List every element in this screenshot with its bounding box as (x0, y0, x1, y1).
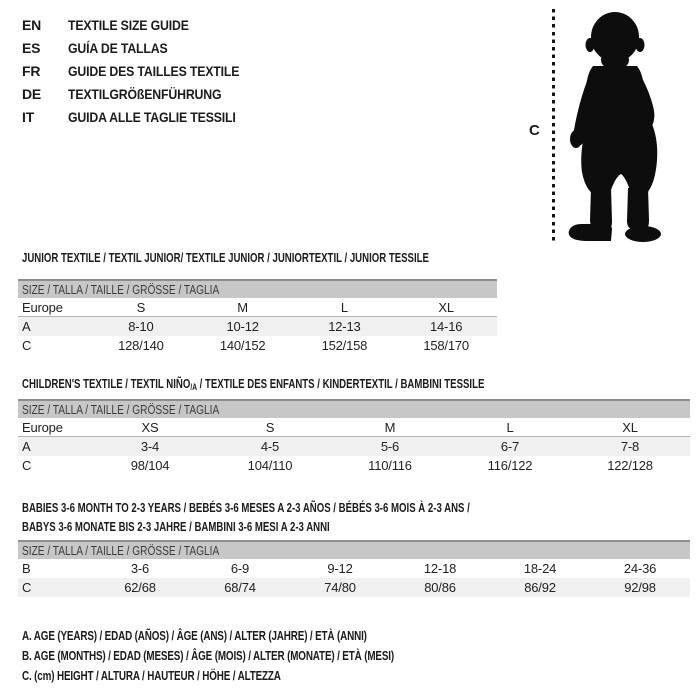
value-cell: 140/152 (219, 338, 266, 353)
table-row-europe (18, 418, 690, 437)
children-section-title (22, 374, 484, 397)
children-title-pre: CHILDREN'S TEXTILE / TEXTIL NIÑO (22, 376, 191, 391)
value-cell: 14-16 (430, 319, 463, 334)
size-cell: 24-36 (623, 561, 657, 576)
junior-size-table (18, 279, 497, 355)
table-row-age (18, 437, 690, 456)
value-cell: 122/128 (607, 458, 653, 473)
table-row-months (18, 559, 690, 578)
junior-section-title (22, 248, 429, 267)
row-label: C (22, 580, 32, 595)
language-row-es (22, 36, 263, 59)
size-cell: S (265, 419, 275, 435)
size-cell: M (384, 419, 396, 435)
value-cell: 98/104 (130, 458, 170, 473)
language-code: EN (22, 16, 42, 33)
size-cell: XL (622, 419, 638, 435)
babies-section-title (22, 498, 470, 536)
language-title: GUIDA ALLE TAGLIE TESSILI (68, 108, 236, 125)
size-cell: L (506, 419, 514, 435)
size-cell: 9-12 (327, 561, 353, 576)
size-cell: L (340, 299, 348, 315)
value-cell: 158/170 (423, 338, 469, 353)
height-measure-label: C (529, 122, 540, 139)
size-cell: S (136, 299, 146, 315)
value-cell: 4-5 (260, 439, 280, 454)
babies-title-line2: BABYS 3-6 MONATE BIS 2-3 JAHRE / BAMBINI 3-6 MESI A 2-3 ANNI (22, 519, 330, 534)
value-cell: 3-4 (140, 439, 160, 454)
babies-size-table (18, 540, 690, 597)
row-label: A (22, 439, 31, 454)
value-cell: 5-6 (380, 439, 400, 454)
size-cell: 6-9 (230, 561, 250, 576)
size-cell: XL (438, 299, 454, 315)
value-cell: 152/158 (321, 338, 368, 353)
language-row-fr (22, 59, 263, 82)
legend-line-b: B. AGE (MONTHS) / EDAD (MESES) / ÂGE (MOIS) / ALTER (MONATE) / ETÀ (MESI) (22, 648, 395, 663)
size-cell: 18-24 (523, 561, 557, 576)
size-header-text: SIZE / TALLA / TAILLE / GRÖSSE / TAGLIA (22, 543, 220, 558)
height-measure-dashed-line (552, 9, 555, 243)
value-cell: 10-12 (226, 319, 259, 334)
children-title-post: / TEXTILE DES ENFANTS / KINDERTEXTIL / BAMBINI TESSILE (196, 376, 485, 391)
language-row-en (22, 13, 263, 36)
junior-section-title-text: JUNIOR TEXTILE / TEXTIL JUNIOR/ TEXTILE JUNIOR / JUNIORTEXTIL / JUNIOR TESSILE (22, 250, 429, 265)
language-code: IT (22, 108, 35, 125)
babies-title-line1: BABIES 3-6 MONTH TO 2-3 YEARS / BEBÉS 3-6 MESES A 2-3 AÑOS / BÉBÉS 3-6 MOIS À 2-3 ANS / (22, 500, 470, 515)
value-cell: 6-7 (500, 439, 520, 454)
children-title-sub: /A (190, 382, 197, 392)
size-cell: XS (141, 419, 159, 435)
size-header-bar (18, 399, 690, 418)
size-header-bar (18, 279, 497, 298)
table-row-age (18, 317, 497, 336)
value-cell: 8-10 (128, 319, 154, 334)
size-cell: 3-6 (130, 561, 150, 576)
size-cell: M (237, 299, 248, 315)
language-code: FR (22, 62, 41, 79)
value-cell: 62/68 (124, 580, 156, 595)
row-label: B (22, 561, 31, 576)
row-label: C (22, 458, 32, 473)
toddler-silhouette-icon (565, 10, 665, 243)
language-code: ES (22, 39, 41, 56)
value-cell: 80/86 (424, 580, 456, 595)
row-label: Europe (22, 419, 63, 435)
legend-line-c: C. (cm) HEIGHT / ALTURA / HAUTEUR / HÖHE / ALTEZZA (22, 668, 281, 683)
row-label: A (22, 319, 31, 334)
table-row-height (18, 336, 497, 355)
value-cell: 128/140 (118, 338, 164, 353)
language-title: TEXTILGRÖßENFÜHRUNG (68, 85, 222, 102)
table-row-height (18, 578, 690, 597)
language-title: GUIDE DES TAILLES TEXTILE (68, 62, 240, 79)
table-row-height (18, 456, 690, 475)
legend-line-a: A. AGE (YEARS) / EDAD (AÑOS) / ÂGE (ANS) / ALTER (JAHRE) / ETÀ (ANNI) (22, 628, 367, 643)
table-row-europe (18, 298, 497, 317)
value-cell: 74/80 (324, 580, 356, 595)
language-title-list (22, 13, 263, 128)
language-title: GUÍA DE TALLAS (68, 39, 168, 56)
value-cell: 68/74 (224, 580, 256, 595)
value-cell: 110/116 (368, 458, 412, 473)
value-cell: 92/98 (624, 580, 656, 595)
language-title: TEXTILE SIZE GUIDE (68, 16, 189, 33)
size-header-text: SIZE / TALLA / TAILLE / GRÖSSE / TAGLIA (22, 402, 220, 417)
size-cell: 12-18 (423, 561, 457, 576)
size-header-bar (18, 540, 690, 559)
value-cell: 12-13 (328, 319, 361, 334)
row-label: Europe (22, 299, 63, 315)
value-cell: 104/110 (247, 458, 293, 473)
value-cell: 86/92 (524, 580, 556, 595)
value-cell: 116/122 (487, 458, 533, 473)
language-code: DE (22, 85, 42, 102)
size-header-text: SIZE / TALLA / TAILLE / GRÖSSE / TAGLIA (22, 282, 220, 297)
language-row-de (22, 82, 263, 105)
children-size-table (18, 399, 690, 475)
value-cell: 7-8 (620, 439, 640, 454)
language-row-it (22, 105, 263, 128)
measurement-legend (22, 626, 512, 686)
row-label: C (22, 338, 32, 353)
